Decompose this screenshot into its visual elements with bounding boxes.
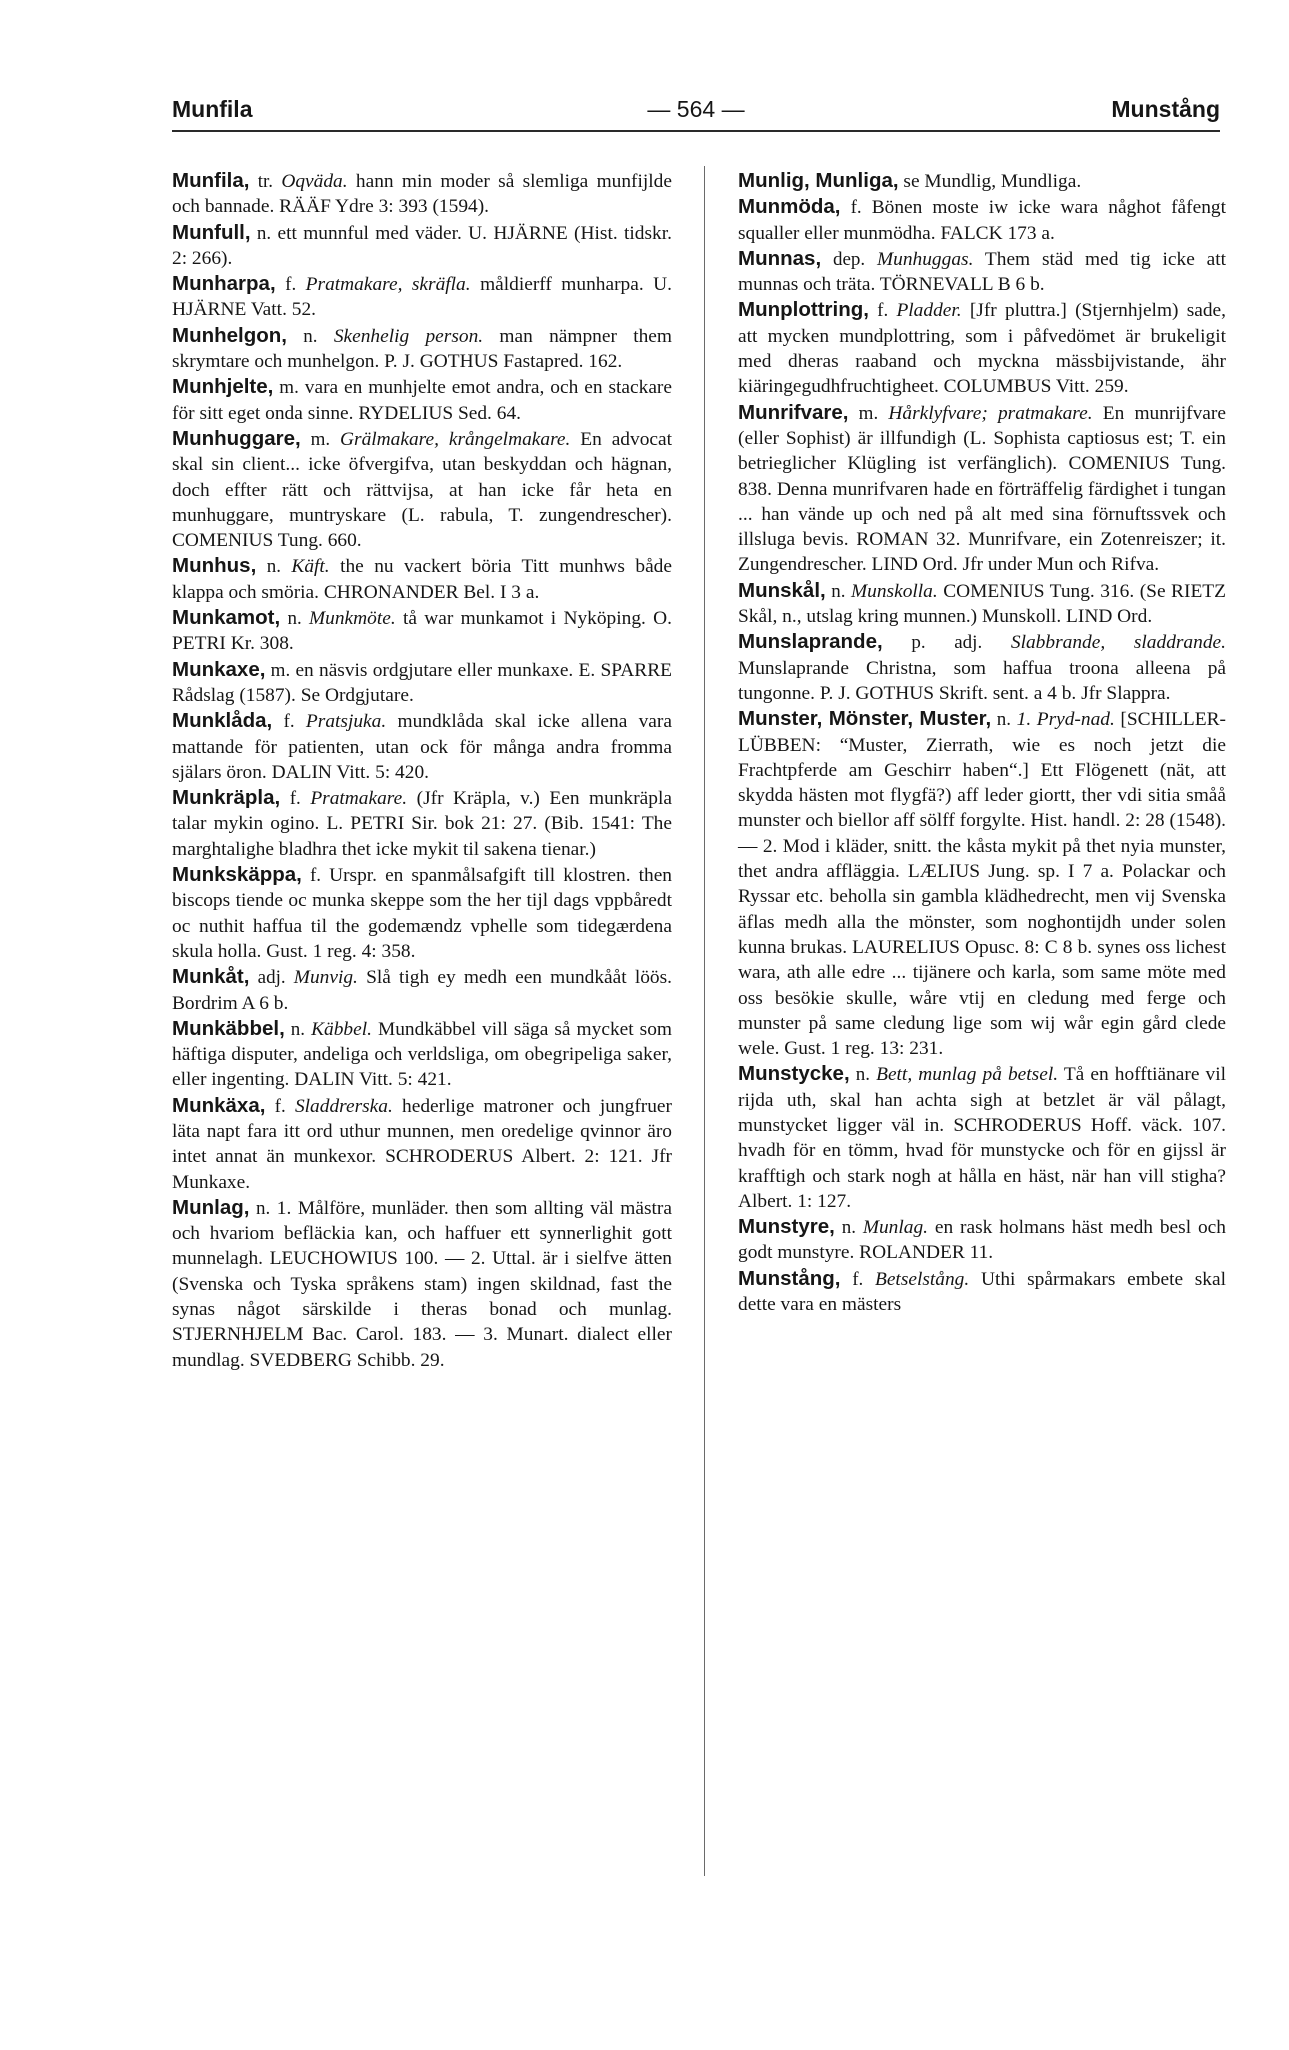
definition: Käft. <box>291 556 330 578</box>
entry <box>172 426 672 553</box>
grammar: n. <box>287 608 302 630</box>
grammar: f. <box>309 865 322 887</box>
entry-text: Slå tigh ey medh een mundkååt löös. Bordrim A 6 b. <box>172 967 672 1014</box>
grammar: n. <box>255 1197 271 1219</box>
entry <box>172 862 672 964</box>
definition: Bett, munlag på betsel. <box>876 1064 1059 1086</box>
entry <box>738 629 1226 706</box>
entry <box>738 1061 1226 1214</box>
headword: Munrifvare, <box>738 400 849 424</box>
entry-text: [SCHILLER-LÜBBEN: “Muster, Zierrath, wie es noch jetzt die Frachtpferde am Geschirr haben“.] Ett Flögenett (nät, att skydda hästen mot flygfä?) aff leder giortt, ther vdi sitia småå munster och biellor aff sölff forgylte. Hist. handl. 2: 28 (1548). — 2. Mod i kläder, snitt. the kåsta mykit på thet nyia munster, thet andra affläggia. LÆLIUS Jung. sp. I 7 a. Polackar och Ryssar etc. beholla sin gambla klädhedrecht, men vij Svenska äflas medh alla the mönster, som noghontijdh under solen kunna brukas. LAURELIUS Opusc. 8: C 8 b. synes oss lichest wara, ath alle edre ... tijänere och karla, som same möte med oss besökie skulle, wåre vtij en cledung med ferge och munster på same cledung lige som wij wår egin gård clede wele. Gust. 1 reg. 13: 231. <box>738 709 1226 1060</box>
headword: Munkamot, <box>172 606 281 630</box>
entry <box>172 605 672 657</box>
headword: Munlig, Munliga, <box>738 169 899 192</box>
entry <box>172 168 672 220</box>
grammar: m. <box>270 659 291 681</box>
definition: 1. Pryd-nad. <box>1016 709 1115 731</box>
grammar: n. <box>303 325 318 347</box>
entry-text: hann min moder så slemliga munfijlde och bannade. RÄÄF Ydre 3: 393 (1594). <box>172 171 672 218</box>
entry-text: (Jfr Kräpla, v.) Een munkräpla talar mykin ogino. L. PETRI Sir. bok 21: 27. (Bib. 1541: The marghtalighe bladhra thet icke mykit til sakena tienar.) <box>172 788 672 860</box>
column-separator <box>704 166 705 1876</box>
entry <box>172 708 672 785</box>
headword: Munlag, <box>172 1195 250 1219</box>
entry-text: ett munnful med väder. U. HJÄRNE (Hist. tidskr. 2: 266). <box>172 222 672 269</box>
grammar: tr. <box>257 171 274 192</box>
entry-text: vara en munhjelte emot andra, och en stackare för sitt eget onda sinne. RYDELIUS Sed. 64. <box>172 377 672 424</box>
definition: Munlag. <box>862 1217 928 1239</box>
entry-text: the nu vackert böria Titt munhws både klappa och smöria. CHRONANDER Bel. I 3 a. <box>172 556 672 603</box>
entry <box>172 657 672 709</box>
grammar: n. <box>831 580 846 602</box>
grammar: n. <box>855 1064 870 1086</box>
grammar: dep. <box>832 248 866 270</box>
header-left-guideword: Munfila <box>172 96 253 122</box>
headword: Munkaxe, <box>172 657 266 681</box>
entry-text: [Jfr pluttra.] (Stjernhjelm) sade, att mycken mundplottring, som i påfvedömet är brukeligit med dheras raaband och myckna mässbijvistande, ähr kiäringegudhfruchtigheet. COLUMBUS Vitt. 259. <box>738 300 1226 398</box>
grammar: m. <box>279 377 299 399</box>
grammar: m. <box>858 402 879 424</box>
entry <box>172 271 672 323</box>
entry <box>172 220 672 272</box>
page-number: — 564 — <box>647 96 745 122</box>
grammar: f. <box>274 1095 286 1117</box>
grammar: f. <box>877 300 889 322</box>
definition: Grälmakare, krångelmakare. <box>340 428 571 450</box>
grammar: f. <box>283 711 295 733</box>
definition: Käbbel. <box>311 1018 372 1040</box>
headword: Munhuggare, <box>172 426 301 450</box>
entry-text: hederlige matroner och jungfruer läta napt fara itt ord uthur munnen, men oredelige qvinnor äro intet annat än munkexor. SCHRODERUS Albert. 2: 121. Jfr Munkaxe. <box>172 1095 672 1193</box>
grammar: n. <box>841 1217 856 1239</box>
entry <box>172 323 672 375</box>
entry <box>738 578 1226 630</box>
grammar: adj. <box>257 967 286 989</box>
grammar: n. <box>996 709 1012 731</box>
definition: Munhuggas. <box>877 248 974 270</box>
entry <box>738 297 1226 399</box>
headword: Munslaprande, <box>738 630 883 654</box>
definition: Munvig. <box>293 967 358 989</box>
definition: Skenhelig person. <box>333 325 484 347</box>
entry <box>738 706 1226 1061</box>
left-column <box>172 168 672 1373</box>
definition: Sladdrerska. <box>294 1095 393 1117</box>
entry <box>172 1016 672 1093</box>
entry <box>738 246 1226 298</box>
definition: Pratmakare. <box>310 788 408 810</box>
entry <box>172 964 672 1016</box>
grammar: n. <box>290 1018 306 1040</box>
entry <box>738 1266 1226 1318</box>
grammar: m. <box>310 428 331 450</box>
entry-text: COMENIUS Tung. 316. (Se RIETZ Skål, n., utslag kring munnen.) Munskoll. LIND Ord. <box>738 580 1226 628</box>
headword: Munstång, <box>738 1266 841 1290</box>
entry-text: Tå en hofftiänare vil rijda uth, skal han achta sigh at betzlet är väl pålagt, munstycket ligger väl in. SCHRODERUS Hoff. väck. 107. hvadh för en tömm, hvad för munstycke och för en gijssl är krafftigh och stark nogh at hålla en häst, när han vill stigha? Albert. 1: 127. <box>738 1064 1227 1212</box>
definition: Pratmakare, skräfla. <box>305 274 471 296</box>
entry-text: Mundkäbbel vill säga så mycket som häftiga disputer, andeliga och verldsliga, om obegripeliga saker, eller ingenting. DALIN Vitt. 5: 421. <box>172 1018 672 1091</box>
right-column <box>738 168 1226 1317</box>
definition: Pratsjuka. <box>305 711 387 733</box>
running-header <box>172 96 1220 132</box>
entry-text: man nämpner them skrymtare och munhelgon. P. J. GOTHUS Fastapred. 162. <box>172 325 672 373</box>
headword: Munnas, <box>738 246 822 270</box>
headword: Munkäxa, <box>172 1093 266 1117</box>
headword: Munkåt, <box>172 965 250 989</box>
entry-text: Urspr. en spanmålsafgift till klostren. then biscops tiende oc munka skeppe som the her tijl dags vppbåredt oc nuthit haffua til the godemændz vphelle som tidegærdena skula holla. Gust. 1 reg. 4: 358. <box>172 865 672 962</box>
definition: Munkmöte. <box>309 608 396 630</box>
entry <box>738 194 1226 246</box>
entry <box>172 1195 672 1373</box>
entry-text: Munslaprande Christna, som haffua troona alleena på tungonne. P. J. GOTHUS Skrift. sent. a 4 b. Jfr Slappra. <box>738 657 1226 704</box>
headword: Munskål, <box>738 578 826 602</box>
headword: Munfila, <box>172 169 250 192</box>
entry <box>172 1093 672 1195</box>
entry <box>738 1214 1226 1266</box>
entry-text: En advocat skal sin client... icke öfvergifva, utan beskyddan och hägnan, doch effter rätt och rättvijsa, at han icke får heta en munhuggare, muntryskare (L. rabula, T. zungendrescher). COMENIUS Tung. 660. <box>172 428 672 552</box>
headword: Munplottring, <box>738 298 869 322</box>
header-right-guideword: Munstång <box>1111 96 1220 122</box>
headword: Munhjelte, <box>172 375 274 399</box>
entry-text: Uthi spårmakars embete skal dette vara en mästers <box>738 1268 1226 1316</box>
entry-text: En munrijfvare (eller Sophist) är illfundigh (L. Sophista captiosus est; T. ein betrieglicher Klügling ist verfänglich). COMENIUS Tung. 838. Denna munrifvaren hade en förträffelig färdighet i tungan ... han vände up och ned på alt med sina förnuftssvek och illsluga bevis. ROMAN 32. Munrifvare, ein Zotenreiszer; it. Zungendrescher. LIND Ord. Jfr under Mun och Rifva. <box>738 402 1226 576</box>
entry <box>738 168 1226 194</box>
headword: Munklåda, <box>172 709 273 733</box>
definition: Betselstång. <box>874 1268 970 1290</box>
headword: Munmöda, <box>738 195 841 219</box>
definition: Pladder. <box>896 300 962 322</box>
entry-text: en rask holmans häst medh besl och godt munstyre. ROLANDER 11. <box>738 1217 1226 1264</box>
grammar: f. <box>285 274 297 296</box>
headword: Munharpa, <box>172 272 276 296</box>
entry-text: en näsvis ordgjutare eller munkaxe. E. SPARRE Rådslag (1587). Se Ordgjutare. <box>172 659 672 706</box>
grammar: n. <box>266 556 281 578</box>
entry-text: se Mundlig, Mundliga. <box>903 171 1082 192</box>
definition: Hårklyfvare; pratmakare. <box>888 402 1093 424</box>
entry <box>738 400 1226 578</box>
grammar: n. <box>256 222 272 244</box>
entry <box>172 374 672 426</box>
entry-text: mundklåda skal icke allena vara mattande för patienten, utan ock för många andra fromma själars öron. DALIN Vitt. 5: 420. <box>172 711 672 783</box>
headword: Munstycke, <box>738 1062 850 1086</box>
grammar: f. <box>850 197 862 219</box>
entry-text: Bönen moste iw icke wara någhot fåfengt squaller eller munmödha. FALCK 173 a. <box>738 197 1226 244</box>
headword: Munkskäppa, <box>172 863 302 887</box>
entry-text: tå war munkamot i Nyköping. O. PETRI Kr. 308. <box>172 608 672 655</box>
headword: Munstyre, <box>738 1215 835 1239</box>
entry-text: Them städ med tig icke att munnas och träta. TÖRNEVALL B 6 b. <box>738 248 1227 296</box>
headword: Munfull, <box>172 220 251 244</box>
definition: Munskolla. <box>851 580 938 602</box>
headword: Munhelgon, <box>172 323 288 347</box>
grammar: f. <box>852 1268 864 1290</box>
headword: Munkräpla, <box>172 786 281 810</box>
grammar: p. adj. <box>911 632 983 654</box>
headword: Munkäbbel, <box>172 1016 285 1040</box>
grammar: f. <box>289 788 301 810</box>
headword: Munster, Mönster, Muster, <box>738 707 992 731</box>
entry-text: måldierff munharpa. U. HJÄRNE Vatt. 52. <box>172 274 672 321</box>
headword: Munhus, <box>172 554 257 578</box>
definition: Slabbrande, sladdrande. <box>1010 632 1226 654</box>
definition: Oqväda. <box>281 171 348 192</box>
entry-text: 1. Målföre, munläder. then som allting väl mästra och hvariom befläckia kan, och haffuer ett synnerlighit gott munnelagh. LEUCHOWIUS 100. — 2. Uttal. är i sielfve ätten (Svenska och Tyska språkens stam) ingen skildnad, fast the synas något särskilde i theras bonad och munlag. STJERNHJELM Bac. Carol. 183. — 3. Munart. dialect eller mundlag. SVEDBERG Schibb. 29. <box>172 1197 672 1371</box>
entry <box>172 553 672 605</box>
entry <box>172 785 672 862</box>
